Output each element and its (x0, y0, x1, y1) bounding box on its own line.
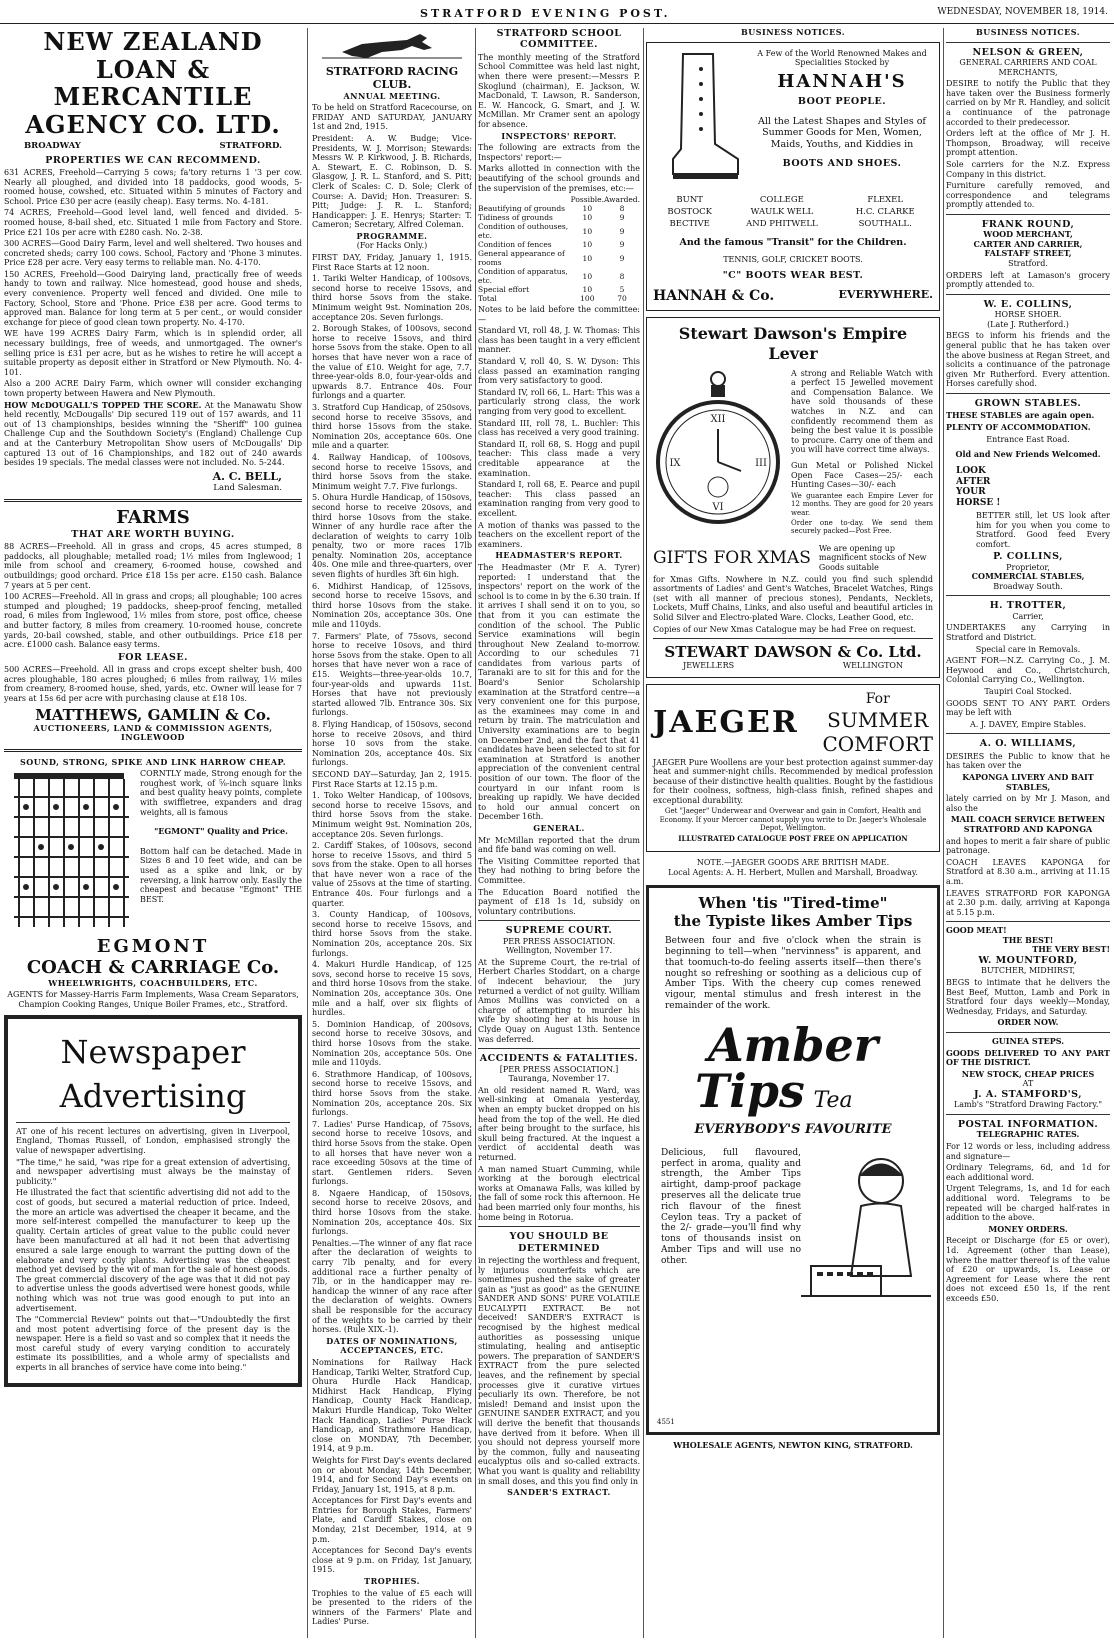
race-entry: 8. Flying Handicap, of 150sovs, second horse to receive 20sovs, and third horse 10 sovs from the stake. Nomination 20s, acceptance 40s. Six furlongs. (312, 719, 472, 768)
first-day-text: FIRST DAY, Friday, January 1, 1915. First Race Starts at 12 noon. (312, 253, 472, 272)
sanders-end: SANDER'S EXTRACT. (507, 1487, 611, 1498)
signer-title: Land Salesman. (213, 482, 282, 493)
masthead (0, 4, 1114, 24)
school-paragraph: Standard III, roll 78, L. Buchler: This class has received a very good training. (478, 418, 640, 438)
headmaster-text: The Headmaster (Mr F. A. Tyrer) reported: I understand that the inspectors' report on the work of the school is to come in by the 6.30 train. If it arrives I shall send it on to you, so that from it you can estimate the condition of the school. The Public Service examinations will begin throughout New Zealand to-morrow. According to our schedules 71 candidates from various parts of Taranaki are to sit for this and for the Board's Senior Scholarship examination at the Stratford centre—a very convenient one for this purpose, as the examinees may come in and return by train. The matriculation and University examinations are to begin on December 2nd, and the fact that 41 candidates have been selected to sit for examination at Stratford is another appreciation of the convenient central position of our town. The floor of the courtyard in our infant room is breaking up rapidly. We have decided to hold our annual concert on December 16th. (478, 562, 640, 822)
collins-text: BEGS to inform his friends and the general public that he has taken over the above business at Regan Street, and solicits a continuance of the patronage given Mr Rutherford. Every attention. Horses carefully shod. (946, 331, 1110, 389)
frank-round-subtitle: WOOD MERCHANT, (983, 229, 1073, 240)
advertising-word: Advertising (59, 1076, 247, 1115)
column-4 (646, 28, 940, 1638)
hannah-ad (646, 42, 940, 312)
mountford-subtitle: BUTCHER, MIDHIRST, (980, 966, 1076, 976)
stewart-dawson-footer (653, 661, 933, 671)
amber-tips-ad (646, 885, 940, 1435)
stamford-title: J. A. STAMFORD'S, (973, 1089, 1083, 1100)
race-entry: 5. Dominion Handicap, of 200sovs, second horse to receive 30sovs, and third horse 10sovs from the stake. Nomination 20s, acceptance 50s. One mile and 110yds. (312, 1019, 472, 1068)
hannah-tennis: TENNIS, GOLF, CRICKET BOOTS. (723, 254, 863, 264)
frank-round-orders: ORDERS left at Lamason's grocery promptly attended to. (946, 270, 1110, 290)
school-paragraph: Standard IV, roll 66, L. Hart: This was a particularly strong class, the work ranging from very good to excellent. (478, 387, 640, 417)
amber-bottom (655, 1146, 931, 1326)
jaeger-catalogue: ILLUSTRATED CATALOGUE POST FREE ON APPLICATION (678, 833, 908, 843)
harrow-heading: SOUND, STRONG, SPIKE AND LINK HARROW CHEAP. (19, 756, 287, 767)
hannah-intro: A Few of the World Renowned Makes and Specialities Stocked by (757, 48, 927, 68)
svg-text:VI: VI (712, 501, 724, 513)
davey-stables: A. J. DAVEY, Empire Stables. (969, 719, 1086, 729)
watch-section (653, 367, 933, 538)
empire-lever-order: Order one to-day. We send them securely packed—Post Free. (791, 519, 933, 536)
column-rule (307, 28, 308, 1638)
mountford-text: BEGS to intimate that he delivers the Best Beef, Mutton, Lamb and Pork in Stratford four days weekly—Monday, Wednesday, Fridays, and Saturday. (946, 978, 1110, 1016)
amber-number: 4551 (657, 1417, 675, 1426)
empire-lever-guarantee: We guarantee each Empire Lever for 12 months. They are good for 20 years wear. (791, 491, 933, 517)
the-best: THE BEST! (1002, 934, 1054, 945)
stewart-dawson-ad (646, 317, 940, 677)
nelson-text: DESIRE to notify the Public that they have taken over the Business formerly carried on by Mr R. Handley, and solicit a continuance of the patronage accorded to their predecessor. (946, 79, 1110, 127)
sanders-text: in rejecting the worthless and frequent, ly injurious counterfeits which are sometimes pushed the sake of greater gain as "just as good" as the GENUINE SANDER AND SONS' PURE VOLATILE EUCALYPTI EXTRACT. Be not deceived! SANDER'S EXTRACT is recognised by the highest medical authorities as possessing unique stimulating, healing and antiseptic powers. The preparation of SANDER'S EXTRACT from the pure selected leaves, and the refinement by special processes give it curative virtues peculiarly its own. Therefore, be not misled! Demand and insist upon the GENUINE SANDER EXTRACT, and you will derive the benefit that thousands have derived from it before. When ill you should not depress yourself more by the common, fully and nauseating eucalyptus oils and so-called extracts. What you want is quality and reliability in small doses, and this you find only in (478, 1255, 640, 1486)
race-entry: 2. Borough Stakes, of 100sovs, second horse to receive 15sovs, and third horse 5sovs from the stake. Open to all horses that have never won a race of the value of £10. Weight for age, 7.7, three-year-olds 8.0, four-year-olds and upwards 8.7. Entrance 40s. Four furlongs and a quarter. (312, 324, 472, 401)
table-row: Special effort 10 5 (478, 285, 625, 295)
money-orders: MONEY ORDERS. (988, 1223, 1068, 1234)
court-text: At the Supreme Court, the re-trial of Herbert Charles Stoddart, on a charge of indecent behaviour, the jury returned a verdict of not guilty. William Amos Mullins was convicted on a charge of attempting to murder his wife by shooting her at his house in Clyde Quay on August 13th. Sentence was deferred. (478, 957, 640, 1044)
programme-heading: PROGRAMME. (356, 230, 428, 241)
divider (946, 595, 1110, 596)
signer-block (4, 470, 302, 493)
commercial-stables: COMMERCIAL STABLES, (971, 571, 1085, 582)
jaeger-note: NOTE.—JAEGER GOODS ARE BRITISH MADE. (696, 858, 890, 868)
table-row: Tidiness of grounds 10 9 (478, 213, 625, 223)
np-paragraph: The "Commercial Review" points out that—"Undoubtedly the first and most potent advertising force of the present day is the newspaper. Here is a field so vast and so complex that it needs the most careful study of every varying condition to accurately estimate its possibilities, and a whole army of specialists and experts in all branches of service have come into being." (16, 1315, 290, 1373)
headmaster-heading: HEADMASTER'S REPORT. (495, 550, 623, 561)
collins-subtitle: HORSE SHOER. (994, 310, 1062, 320)
jaeger-text: JAEGER Pure Woollens are your best protection against summer-day heat and summer-night chills. Recommended by medical profession because of their distinctive health qualities. Bought by the fastidious for their coolness, softness, high-class finish, refined shapes and exceptional durability. (653, 757, 933, 805)
broadway-label: BROADWAY (24, 141, 81, 152)
amber-brand-word: Amber (707, 1017, 879, 1072)
property-listing: WE have 199 ACRES Dairy Farm, which is in splendid order, all necessary buildings, free of weeds, and unmortgaged. The owner's selling price is £31 per acre, but as he wishes to retire he will accept a suitable property as deposit either in Stratford or New Plymouth. No. 4-101. (4, 329, 302, 377)
table-header-possible: Possible. (570, 195, 605, 205)
divider (946, 921, 1110, 922)
new-stock: NEW STOCK, CHEAP PRICES (961, 1068, 1095, 1079)
nelson-green-title: NELSON & GREEN, (972, 46, 1084, 58)
table-row: BECTIVE AND PHITWELL SOUTHALL. (669, 218, 912, 229)
race-entry: 5. Ohura Hurdle Handicap, of 150sovs, second horse to receive 20sovs, and third horse 10sovs from the stake. Winner of any hurdle race after the declaration of weights to carry 10lb penalty, two or more races 17lb penalty. Nomination 20s, acceptance 40s. One mile and three-quarters, over seven flights of hurdles 3ft 6in high. (312, 493, 472, 580)
race-entry: 6. Midhirst Handicap, of 125sovs, second horse to receive 15sovs, and third horse 10sovs from the stake. Nomination 20s, acceptance 30s. One mile and 110yds. (312, 581, 472, 630)
mcdougall-text (4, 401, 302, 468)
column-2 (312, 28, 472, 1638)
signer-name: A. C. BELL, (212, 469, 282, 483)
amber-heading-2: the Typiste likes Amber Tips (673, 912, 913, 931)
kaponga-text: lately carried on by Mr J. Mason, and also the (946, 794, 1110, 813)
collins-title: W. E. COLLINS, (983, 298, 1073, 310)
school-paragraph: Standard II, roll 68, S. Hogg and pupil teacher: This class made a very creditable appearance at the examination. (478, 439, 640, 478)
column-rule (943, 28, 944, 1638)
accidents-text: An old resident named R. Ward, was well-sinking at Omanaia yesterday, when an empty bucket dropped on his head from the top of the well. He died after being brought to the surface, his skull being fractured. At the inquest a verdict of accidental death was returned. (478, 1085, 640, 1162)
broadway-south: Broadway South. (993, 581, 1063, 591)
collins-late: (Late J. Rutherford.) (987, 319, 1069, 329)
column-1 (4, 28, 302, 1638)
marks-table (478, 195, 640, 303)
inspectors-heading: INSPECTORS' REPORT. (501, 130, 617, 141)
school-committee-heading: STRATFORD SCHOOL COMMITTEE. (496, 28, 622, 51)
trotter-carrier: Carrier, (1012, 611, 1044, 621)
programme-subheading: (For Hacks Only.) (356, 241, 428, 251)
frank-round-title: FRANK ROUND, (981, 218, 1075, 230)
inspectors-text: The following are extracts from the Inspectors' report:— (478, 143, 640, 162)
property-listing: 631 ACRES, Freehold—Carrying 5 cows; fa'tory returns 1 '3 per cow. Nearly all ploughed, and divided into 18 paddocks, good woods, 5-roomed house, cowshed, etc. Situated within 5 minutes of Factory and School. Price £30 per acre (easily cheap). Easy terms. No. 4-181. (4, 167, 302, 206)
school-committee-text: The monthly meeting of the Stratford School Committee was held last night, when there were present:—Messrs P. Skoglund (chairman), E. Jackson, W. MacDonald, T. Lawson, R. Sanderson, E. W. Hancock, G. Smart, and J. W. McMillan. Mr Cramer sent an apology for absence. (478, 52, 640, 129)
hannah-name: HANNAH'S (777, 70, 907, 92)
mcdougall-ref: No. 5-244. (242, 458, 285, 468)
newspaper-advertising-box (4, 1015, 302, 1386)
table-header-row (478, 195, 640, 204)
farm-listing: 88 ACRES—Freehold. All in grass and crops, 45 acres stumped, 8 paddocks, all ploughable; metalled road; 1½ miles from Inglewood; 1 mile from school and creamery, 6-roomed house, cowshed and outbuildings; good orchard. Price £18 15s per acre. £150 cash. Balance 7 years at 5 per cent. (4, 542, 302, 590)
supreme-court-heading: SUPREME COURT. (505, 925, 613, 937)
race-entry: 3. County Handicap, of 100sovs, second horse to receive 15sovs, and third horse 5sovs from the stake. Nomination 20s, acceptance 20s. Six furlongs. (312, 910, 472, 958)
school-paragraph: A motion of thanks was passed to the teachers on the excellent report of the examiners. (478, 520, 640, 549)
masthead-date: WEDNESDAY, NOVEMBER 18, 1914. (937, 7, 1108, 17)
officers-text: President: A. W. Budge; Vice-Presidents, W. J. Morrison; Stewards: Messrs W. P. Kirkwood, J. B. Richards, A. Stewart, E. C. Robinson, D. S. Glasgow, J. R. L. Stanford, and S. Pitt; Clerk of Scales: C. D. Sole; Clerk of Course: A. David; Hon. Treasurer: S. Pitt; Judge: J. R. L. Stanford; Handicapper: J. E. Henrys; Starter: T. Cameron; Secretary, Alfred Coleman. (312, 133, 472, 230)
jaeger-for: For (865, 690, 890, 707)
tele-text: For 12 words or less, including address and signature— (946, 1141, 1110, 1161)
column-5 (946, 28, 1110, 1638)
race-entry: 3. Stratford Cup Handicap, of 250sovs, second horse to receive 35sovs, and third horse 15sovs from the stake. Nomination 20s, acceptance 60s. One mile and a quarter. (312, 402, 472, 451)
penalties-text: Penalties.—The winner of any flat race after the declaration of weights to carry 7lb penalty, and for every additional race a further penalty of 7lb, or in the handicapper may re-handicap the winner of any race after the declaration of weights. Owners shall be responsible for the accuracy of the weights to be carried by their horses. (Rule XIX.-1). (312, 1238, 472, 1335)
trotter-text: UNDERTAKES any Carrying in Stratford and District. (946, 623, 1110, 643)
race-entry: 7. Ladies' Purse Handicap, of 75sovs, second horse to receive 10sovs, and third horse 5sovs from the stake. Open to all horses that have never won a race exceeding 50sovs at the time of start. Gentlemen riders. Seven furlongs. (312, 1119, 472, 1187)
frank-round-street: FALSTAFF STREET, (984, 248, 1072, 259)
np-paragraph: "The time," he said, "was ripe for a great extension of advertising, and newspaper advertising must always be the mainstay of publicity." (16, 1157, 290, 1186)
hannah-sign-row (653, 288, 933, 305)
table-header-awarded: Awarded. (604, 195, 640, 205)
race-entry: 1. Tariki Welter Handicap, of 100sovs, second horse to receive 15sovs, and third horse 5sovs from the stake. Minimum weight 9st. Nomination 20s, acceptance 20s. Seven furlongs. (312, 274, 472, 322)
jaeger-comfort: COMFORT (822, 731, 933, 756)
property-listing: 74 ACRES, Freehold—Good level land, well fenced and divided. 5-roomed house, 8-bail shed, etc. Situated 1 mile from Factory and Store. Price £21 10s per acre with £280 cash. No. 2-38. (4, 208, 302, 237)
coach-text: and hopes to merit a fair share of public patronage. (946, 836, 1110, 856)
empire-lever-text: A strong and Reliable Watch with a perfect 15 Jewelled movement and Compensation Balance. We have sold thousands of these watches in N.Z. and can confidently recommend them as being the best value it is possible to procure. Carry one of them and you will have correct time always. (791, 368, 933, 455)
typist-woman-icon (801, 1146, 931, 1326)
hannah-c-boots: "C" BOOTS WEAR BEST. (722, 270, 864, 282)
jaeger-summer: SUMMER (827, 707, 929, 732)
nz-loan-address (24, 141, 282, 151)
racing-club-title: STRATFORD RACING CLUB. (325, 65, 459, 92)
divider (16, 1122, 290, 1123)
column-rule (475, 28, 476, 1638)
general-text: Mr McMillan reported that the drum and fife band was coming on well. (478, 835, 640, 855)
jaeger-agents: Local Agents: A. H. Herbert, Mullen and Marshall, Broadway. (668, 867, 918, 877)
amber-heading-1: When 'tis "Tired-time" (698, 894, 888, 913)
hannah-boot-people: BOOT PEOPLE. (797, 96, 887, 108)
table-row: General appearance of rooms 10 9 (478, 249, 625, 268)
stamford-subtitle: Lamb's "Stratford Drawing Factory." (953, 1100, 1103, 1110)
farms-subheading: THAT ARE WORTH BUYING. (71, 528, 235, 540)
annual-meeting-text: To be held on Stratford Racecourse, on FRIDAY AND SATURDAY, JANUARY 1st and 2nd, 1915. (312, 103, 472, 132)
weights-text: Weights for First Day's events declared on or about Monday, 14th December, 1914, and for Second Day's events on Friday, January 1st, 1915, at 8 p.m. (312, 1455, 472, 1494)
matthews-gamlin-title: MATTHEWS, GAMLIN & Co. (35, 705, 271, 724)
divider (478, 920, 640, 921)
xmas-row (653, 544, 933, 573)
column-rule (643, 28, 644, 1638)
second-day-text: SECOND DAY—Saturday, Jan 2, 1915. First Race Starts at 12.15 p.m. (312, 769, 472, 789)
matthews-subtitle: AUCTIONEERS, LAND & COMMISSION AGENTS, (33, 722, 273, 733)
amber-text-2: Delicious, full flavoured, perfect in aroma, quality and strength, the Amber Tips airtight, damp-proof package preserves all the delicate true rich flavour of the finest Ceylon teas. Try a packet of the 2/- grade—you'll find why tons of thousands insist on Amber Tips and will use no other. (661, 1147, 801, 1266)
divider (946, 733, 1110, 734)
tips-brand-word: Tips (695, 1063, 805, 1118)
race-entry: 2. Cardiff Stakes, of 100sovs, second horse to receive 15sovs, and third 5 sovs from the stake. Open to all horses that have never won a race of the value of 25sovs at the time of starting. Entrance 40s. Four furlongs and a quarter. (312, 841, 472, 908)
nz-loan-title-2: LOAN & MERCANTILE (53, 54, 253, 112)
annual-meeting-heading: ANNUAL MEETING. (343, 90, 441, 101)
divider (946, 1032, 1110, 1033)
lease-heading: FOR LEASE. (118, 651, 188, 663)
table-row: Condition of outhouses, etc. 10 9 (478, 222, 625, 241)
pcollins-title: P. COLLINS, (993, 551, 1063, 563)
xmas-catalogue: Copies of our New Xmas Catalogue may be had Free on request. (653, 624, 917, 634)
property-listing: 150 ACRES, Freehold—Good Dairying land, practically free of weeds handy to town and railway. Nice homestead, good house and sheds, every convenience. Property well fenced and divided. One mile to Factory, School, Store and 'Phone. Price £38 per acre. Good terms to approved man. Balance for long term at 5 per cent., or would consider exchange for piece of good clean town property. No. 4-170. (4, 269, 302, 327)
accidents-heading: ACCIDENTS & FATALITIES. (479, 1053, 639, 1065)
accidents-byline: [PER PRESS ASSOCIATION.] (499, 1064, 619, 1074)
amber-text: Between four and five o'clock when the strain is beginning to tell—when "nervinness" is apparent, and that toomuch-to-do feeling asserts itself—then there's nought so refreshing or soothing as a delicious cup of Amber Tips. With the cheery cup comes renewed vigour, mental stimulus and fresh interest in the remainder of the work. (665, 936, 921, 1012)
race-entry: 4. Railway Handicap, of 100sovs, second horse to receive 15sovs, and third horse 5sovs from the stake. Minimum weight 7.7. Five furlongs. (312, 452, 472, 491)
accidents-place: Tauranga, November 17. (508, 1074, 610, 1084)
hannah-sign: HANNAH & Co. (653, 287, 775, 304)
lease-listing: 500 ACRES—Freehold. All in grass and crops except shelter bush, 400 acres ploughable, 180 acres ploughed; 6 miles from railway, 1½ miles from creamery, 8-roomed house, shed, yards, etc. Owner will lease for 7 years at 15s 6d per acre with purchasing clause at £18 10s. (4, 665, 302, 703)
williams-text: DESIRES the Public to know that he has taken over the (946, 751, 1110, 771)
svg-text:IX: IX (669, 457, 681, 469)
trotter-title: H. TROTTER, (989, 600, 1067, 612)
race-entry: 6. Strathmore Handicap, of 100sovs, second horse to receive 15sovs, and third horse 5sovs from the stake. Nomination 20s, acceptance 20s. Six furlongs. (312, 1069, 472, 1118)
divider (946, 42, 1110, 43)
kaponga-stables: KAPONGA LIVERY AND BAIT STABLES, (962, 771, 1094, 792)
newspaper-word: Newspaper (60, 1033, 246, 1072)
trophies-heading: TROPHIES. (364, 1576, 420, 1587)
business-notices-heading: BUSINESS NOTICES. (740, 28, 846, 37)
empire-lever-heading: Stewart Dawson's Empire Lever (678, 324, 908, 363)
the-very-best: THE VERY BEST! (1032, 944, 1110, 955)
business-notices-heading-2: BUSINESS NOTICES. (975, 28, 1081, 37)
mcdougall-body: At the Manawatu Show held recently, McDougalls' Dip secured 119 out of 157 awards, and 11 out of 13 championships, besides winning the "Sheriff" 100 guinea Challenge Cup and the Southdown Society's (England) Challenge Cup and at the Canterbury Metropolitan Show users of McDougalls' Dip captured 13 out of 16 Championships, and 182 out of 240 awards besides 19 specials. The medal classes were not included. (4, 400, 302, 468)
amber-footer: WHOLESALE AGENTS, NEWTON KING, STRATFORD. (673, 1440, 913, 1451)
racehorse-icon (312, 28, 472, 62)
everybodys-favourite: EVERYBODY'S FAVOURITE (694, 1122, 892, 1138)
np-paragraph: AT one of his recent lectures on advertising, given in Liverpool, England, Thomas Russell, of London, emphasised strongly the value of newspaper advertising. (16, 1126, 290, 1156)
trotter-special: Special care in Removals. (975, 644, 1081, 654)
pcollins-proprietor: Proprietor, (1006, 562, 1050, 572)
wellington-label: WELLINGTON (842, 661, 903, 671)
nelson-text-2: Orders left at the office of Mr J. H. Thompson, Broadway, will receive prompt attention. (946, 129, 1110, 158)
court-place: Wellington, November 17. (505, 946, 613, 956)
amber-brand (655, 1017, 931, 1118)
better-still-text: BETTER still, let US look after him for you when you come to Stratford. Good feed Every comfort. (976, 510, 1110, 549)
harrow-egmont-quality: "EGMONT" Quality and Price. (154, 826, 288, 837)
stratford-label: STRATFORD. (219, 141, 282, 152)
hannah-transit: And the famous "Transit" for the Children. (679, 237, 907, 249)
accidents-text-2: A man named Stuart Cumming, while working at the borough electrical works at Omanawa Falls, was killed by the fall of some rock this afternoon. He had been married only four months, his home being in Rotorua. (478, 1164, 640, 1222)
money-text: Receipt or Discharge (for £5 or over), 1d. Agreement (other than Lease), where the matter thereof is of the value of £20 or upwards, 1s. Lease or Agreement for Lease where the rent does not exceed £50 1s, if the rent exceeds £50. (946, 1236, 1110, 1303)
school-paragraph: Standard V, roll 40, S. W. Dyson: This class passed an examination ranging from very satisfactory to good. (478, 357, 640, 386)
race-entry: 8. Ngaere Handicap, of 150sovs, second horse to receive 20sovs, and third horse 10sovs from the stake. Nomination 20s, acceptance 40s. Six furlongs. (312, 1188, 472, 1237)
hannah-everywhere: EVERYWHERE. (838, 287, 933, 301)
sanders-heading: YOU SHOULD BE DETERMINED (509, 1231, 609, 1254)
hannah-top (653, 49, 933, 189)
frank-round-subtitle-2: CARTER AND CARRIER, (973, 238, 1083, 249)
divider (946, 294, 1110, 295)
property-listing: Also a 200 ACRE Dairy Farm, which owner will consider exchanging town property between Hawera and New Plymouth. (4, 379, 302, 399)
divider (946, 214, 1110, 215)
postal-information: POSTAL INFORMATION. (957, 1118, 1099, 1130)
school-paragraph: Standard VI, roll 48, J. W. Thomas: This class has been taught in a very efficient manner. (478, 326, 640, 355)
race-entry: 7. Farmers' Plate, of 75sovs, second horse to receive 10sovs, and third horse 5sovs from the stake. Open to all horses that have never won a race of £15. Weights—three-year-olds 10.7, four-year-olds and upwards 11st. Horses that have not previously started allowed 7lb. Entrance 30s. Six furlongs. (312, 631, 472, 718)
jewellers-label: JEWELLERS (683, 661, 735, 671)
guinea-steps: GUINEA STEPS. (991, 1036, 1065, 1047)
goods-delivered: GOODS DELIVERED TO ANY PART OF THE DISTRICT. (946, 1047, 1110, 1068)
pocket-watch-icon (653, 367, 783, 537)
grown-stables-text: THESE STABLES are again open. (946, 410, 1095, 421)
table-row: Beautifying of grounds 10 8 (478, 204, 625, 214)
order-now: ORDER NOW. (997, 1017, 1059, 1028)
masthead-title: STRATFORD EVENING POST. (420, 7, 671, 20)
mail-coach-service: MAIL COACH SERVICE BETWEEN STRATFORD AND KAPONGA (950, 814, 1106, 834)
visiting-text: The Visiting Committee reported that they had nothing to bring before the Committee. (478, 856, 640, 885)
harrow-illustration-icon (4, 767, 134, 937)
empire-lever-prices: Gun Metal or Polished Nickel Open Face Cases—25/- each Hunting Cases—30/- each (791, 461, 933, 490)
table-row: BOSTOCK WAULK WELL H.C. CLARKE (667, 206, 915, 217)
farms-heading: FARMS (116, 507, 190, 529)
harrow-text-2: Bottom half can be detached. Made in Sizes 8 and 10 feet wide, and can be used as a spike and link, or by reversing, a link harrow only. Easily the cheapest and because "Egmont" THE BEST. (140, 846, 302, 904)
agents-text: AGENT FOR—N.Z. Carrying Co., J. M. Heywood and Co., Christchurch, Colonial Carrying Co., Wellington. (946, 656, 1110, 685)
frank-round-town: Stratford. (1008, 259, 1048, 269)
goods-sent-text: GOODS SENT TO ANY PART. Orders may be left with (946, 698, 1110, 718)
harrow-ad (4, 767, 302, 937)
coach-leaves-kaponga: COACH LEAVES KAPONGA for Stratford at 8.30 a.m., arriving at 11.15 a.m. (946, 857, 1110, 886)
gifts-for-xmas-heading: GIFTS FOR XMAS (653, 547, 811, 568)
table-row: Condition of apparatus, etc. 10 8 (478, 267, 625, 286)
plenty-entrance: Entrance East Road. (986, 434, 1070, 444)
plenty-accommodation: PLENTY OF ACCOMMODATION. (946, 421, 1091, 432)
dates-heading: DATES OF NOMINATIONS, ACCEPTANCES, ETC. (326, 1335, 458, 1356)
nz-loan-title-1: NEW ZEALAND (43, 28, 263, 56)
matthews-town: INGLEWOOD (121, 732, 185, 743)
divider (4, 749, 302, 752)
properties-heading: PROPERTIES WE CAN RECOMMEND. (45, 154, 261, 166)
look-after-block: LOOK AFTER YOUR HORSE ! (956, 465, 1001, 509)
hannah-latest: All the Latest Shapes and Styles of Summer Goods for Men, Women, Maids, Youths, and Kiddies in (758, 115, 926, 150)
coach-subtitle: WHEELWRIGHTS, COACHBUILDERS, ETC. (48, 977, 258, 988)
taupiri-coal: Taupiri Coal Stocked. (984, 687, 1072, 697)
school-paragraph: Standard I, roll 68, E. Pearce and pupil teacher: This class passed an examination ranging from very good to excellent. (478, 480, 640, 518)
divider (478, 1226, 640, 1227)
race-entry: 4. Makuri Hurdle Handicap, of 125 sovs, second horse to receive 15 sovs, and third horse 10sovs from the stake. Nomination 20s, acceptance 30s. One mile and a half, over six flights of hurdles. (312, 960, 472, 1018)
old-new-friends: Old and New Friends Welcomed. (955, 449, 1101, 460)
trophies-text: Trophies to the value of £5 each will be presented to the riders of the winners of the Farmers' Plate and Ladies' Purse. (312, 1588, 472, 1627)
column-3 (478, 28, 640, 1638)
nelson-text-3: Sole carriers for the N.Z. Express Company in this district. (946, 159, 1110, 179)
coach-leaves-stratford: LEAVES STRATFORD FOR KAPONGA at 2.30 p.m. daily, arriving at Kaponga at 5.15 p.m. (946, 888, 1110, 917)
grown-stables-title: GROWN STABLES. (974, 397, 1082, 409)
divider (4, 499, 302, 502)
nelson-text-4: Furniture carefully removed, and correspondence and telegrams promptly attended to. (946, 181, 1110, 210)
nz-loan-title-3: AGENCY CO. LTD. (25, 109, 281, 139)
race-entry: 1. Toko Welter Handicap, of 100sovs, second horse to receive 15sovs, and third horse 5sovs from the stake. Minimum weight 9st. Nomination 20s, acceptance 20s. Seven furlongs. (312, 791, 472, 839)
mcdougall-heading: HOW McDOUGALL'S TOPPED THE SCORE. (4, 399, 202, 410)
mountford-title: W. MOUNTFORD, (978, 955, 1078, 967)
np-paragraph: He illustrated the fact that scientific advertising did not add to the cost of goods, but secured a material reduction of price. Indeed, the more an article was advertised the cheaper it became, and the more self-interest compelled the manufacturer to keep up the quality. Certain articles of great value to the public could never have been manufactured at all had it not been that advertising ensured a sale large enough to warrant the putting down of the elaborate and very costly plants. Advertising was the cheapest method yet devised by the wit of man for the sale of honest goods. The great commercial discovery of the age was that it did not pay to advertise unless the goods advertised were honest goods, while nothing which was not true was good enough to put into an advertisement. (16, 1188, 290, 1313)
school-paragraph: Notes to be laid before the committee:— (478, 305, 640, 324)
at-label: AT (1022, 1079, 1034, 1089)
divider (946, 393, 1110, 394)
board-text: The Education Board notified the payment of £18 1s 1d, subsidy on voluntary contributions. (478, 887, 640, 916)
divider (478, 1048, 640, 1049)
jaeger-get: Get "Jaeger" Underwear and Overwear and gain in Comfort, Health and Economy. If your Mercer cannot supply you write to Dr. Jaeger's Wholesale Depot, Wellington. (659, 807, 927, 833)
egmont-title: EGMONT (96, 936, 210, 958)
harrow-text: CORNTLY made, Strong enough for the roughest work, of ⅝-inch square links and best quality heavy points, complete with swiffletree, expanders and drag weights, all is famous (140, 769, 302, 817)
coach-agents: AGENTS for Massey-Harris Farm Implements, Wasa Cream Separators, Champion Cooking Ranges, Unique Boiler Frames, etc., Stratford. (7, 990, 299, 1009)
acceptances-text: Acceptances for First Day's events and Entries for Borough Stakes, Farmers' Plate, and Cardiff Stakes, close on Monday, 21st December, 1914, at 9 p.m. (312, 1496, 472, 1544)
telegraphic-rates: TELEGRAPHIC RATES. (976, 1129, 1080, 1140)
table-row: Total 100 70 (478, 294, 627, 304)
boot-icon (653, 49, 743, 189)
svg-text:III: III (755, 457, 767, 469)
divider (653, 638, 933, 639)
coach-carriage-title: COACH & CARRIAGE Co. (26, 956, 280, 978)
jaeger-logo: JAEGER (653, 705, 799, 741)
tele-text-3: Urgent Telegrams, 1s, and 1d for each additional word. Telegrams to be repeated will be charged half-rates in addition to the above. (946, 1184, 1110, 1223)
acceptances-2-text: Acceptances for Second Day's events close at 9 p.m. on Friday, 1st January, 1915. (312, 1546, 472, 1575)
nelson-green-subtitle: GENERAL CARRIERS AND COAL MERCHANTS, (959, 57, 1097, 77)
stewart-dawson-sign: STEWART DAWSON & Co. Ltd. (664, 643, 922, 662)
svg-text:XII: XII (710, 413, 726, 425)
dates-text: Nominations for Railway Hack Handicap, Tariki Welter, Stratford Cup, Ohura Hurdle Hack Handicap, Midhirst Hack Handicap, Flying Handicap, County Hack Handicap, Makuri Hurdle Handicap, Toko Welter Hack Handicap, Ladies' Purse Hack Handicap, and Strathmore Handicap, close on MONDAY, 7th December, 1914, at 9 p.m. (312, 1357, 472, 1454)
table-row: Condition of fences 10 9 (478, 240, 625, 250)
williams-title: A. O. WILLIAMS, (979, 738, 1077, 750)
xmas-side-text: We are opening up magnificent stocks of New Goods suitable (818, 543, 927, 572)
hannah-makes-table (653, 193, 933, 232)
farm-listing: 100 ACRES—Freehold. All in grass and crops; all ploughable; 100 acres stumped and ploughed; 19 paddocks, sheep-proof fencing, metalled road, 6 miles from Inglewood, 1½ miles from store, post office, cheese and butter factory, 8 miles from creamery. 10-roomed house, concrete yards, 20-bail cowshed, stable, and other outbuildings. Price £18 per acre. £1000 cash. Balance easy terms. (4, 592, 302, 650)
jaeger-ad (646, 684, 940, 852)
general-heading: GENERAL. (533, 822, 585, 833)
property-listing: 300 ACRES—Good Dairy Farm, level and well sheltered. Two houses and concreted sheds; carry 100 cows. School, Factory and 'Phone 3 minutes. Price £28 per acre. Very easy terms to reliable man. No. 4-170. (4, 239, 302, 268)
jaeger-tagline (823, 691, 934, 756)
hannah-boots-shoes: BOOTS AND SHOES. (782, 158, 902, 170)
xmas-text: for Xmas Gifts. Nowhere in N.Z. could you find such splendid assortments of Ladies' and Gent's Watches, Bracelet Watches, Rings (set with all manner of precious stones), Pendants, Necklets, Lockets, Muff Chains, Links, and also useful and beautiful articles in Solid Silver and Electro-plated Ware. Clocks, Leather Good, etc. (653, 574, 933, 622)
divider (946, 1114, 1110, 1115)
tele-text-2: Ordinary Telegrams, 6d, and 1d for each additional word. (946, 1163, 1110, 1182)
jaeger-header (653, 691, 933, 756)
inspectors-text-2: Marks allotted in connection with the beautifying of the school grounds and the supervision of the premises, etc:— (478, 164, 640, 193)
table-row: BUNT COLLEGE FLEXEL (676, 194, 904, 205)
good-meat: GOOD MEAT! (946, 925, 1007, 936)
court-byline: PER PRESS ASSOCIATION. (502, 936, 616, 946)
tea-word: Tea (813, 1087, 853, 1113)
